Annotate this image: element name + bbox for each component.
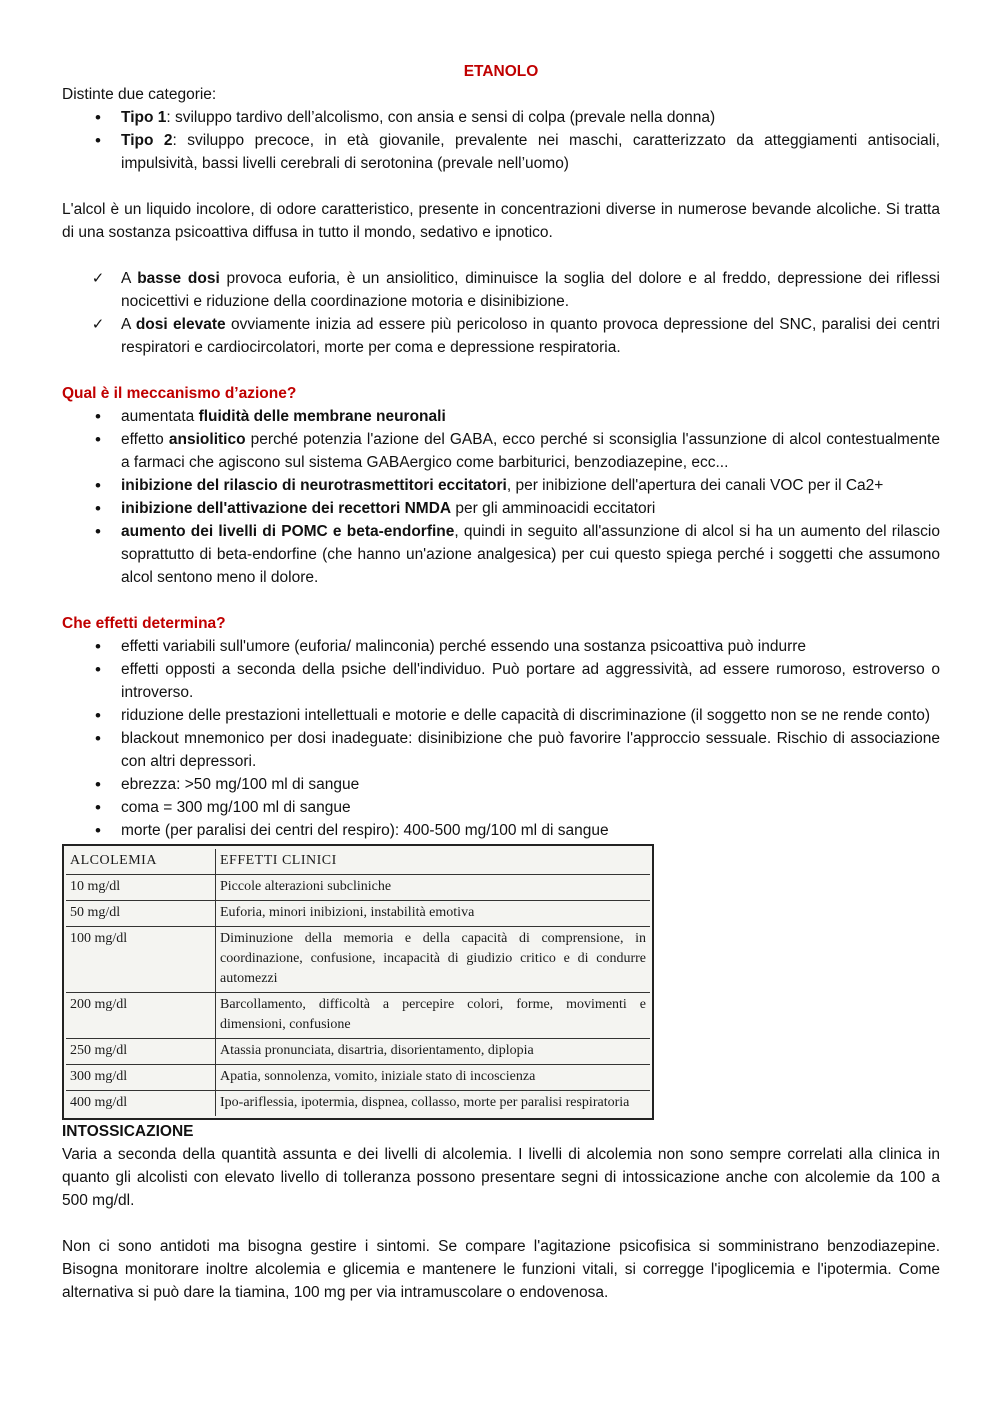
alcolemia-table-image [62,844,654,1120]
bullet-icon [88,773,108,797]
bullet-icon [88,428,108,452]
mechanism-heading: Qual è il meccanismo d’azione? [62,385,297,402]
bullet-icon [88,658,108,682]
list-item: • effetti opposti a seconda della psiche dell'individuo. Può portare ad aggressività, ad essere rumoroso, estroverso o introverso. [62,658,940,704]
list-item: • Tipo 2: sviluppo precoce, in età giovanile, prevalente nei maschi, caratterizzato da atteggiamenti antisociali, impulsività, bassi livelli cerebrali di serotonina (prevale nell’uomo) [62,129,940,175]
table-row [66,993,650,1039]
table-header-cell: ALCOLEMIA [66,849,216,875]
bullet-icon [88,474,108,498]
bullet-icon [88,704,108,728]
bullet-icon [88,497,108,521]
table-cell: Apatia, sonnolenza, vomito, iniziale stato di incoscienza [216,1065,651,1091]
table-header-cell: EFFETTI CLINICI [216,849,651,875]
table-cell: 250 mg/dl [66,1039,216,1065]
table-cell: Barcollamento, difficoltà a percepire colori, forme, movimenti e dimensioni, confusione [216,993,651,1039]
table-row [66,875,650,901]
list-item: • blackout mnemonico per dosi inadeguate: disinibizione che può favorire l'approccio sessuale. Rischio di associazione con altri depressori. [62,727,940,773]
table-cell: 50 mg/dl [66,901,216,927]
list-item: • ebrezza: >50 mg/100 ml di sangue [62,773,940,796]
list-item: • Tipo 1: sviluppo tardivo dell’alcolismo, con ansia e sensi di colpa (prevale nella donna) [62,106,940,129]
list-item: • aumento dei livelli di POMC e beta-endorfine, quindi in seguito all'assunzione di alcol si ha un aumento del rilascio soprattutto di beta-endorfine (che hanno un'azione analgesica) per cui questo spiega perché i soggetti che assumono alcol sentono meno il dolore. [62,520,940,589]
alcolemia-table [66,849,650,1116]
table-row [66,1091,650,1117]
intossicazione-heading: INTOSSICAZIONE [62,1123,194,1140]
bullet-icon [88,520,108,544]
table-row [66,1039,650,1065]
doses-list [62,267,940,359]
table-row [66,901,650,927]
types-list [62,106,940,175]
list-item: ✓ A basse dosi provoca euforia, è un ansiolitico, diminuisce la soglia del dolore e al freddo, depressione dei riflessi nocicettivi e riduzione della coordinazione motoria e disinibizione. [62,267,940,313]
table-cell: 400 mg/dl [66,1091,216,1117]
intossicazione-paragraph-1: Varia a seconda della quantità assunta e dei livelli di alcolemia. I livelli di alcolemia non sono sempre correlati alla clinica in quanto gli alcolisti con elevato livello di tolleranza possono presentare segni di intossicazione anche con alcolemie da 100 a 500 mg/dl. [62,1146,940,1209]
bullet-icon [88,727,108,751]
bullet-icon [88,819,108,843]
list-item: • aumentata fluidità delle membrane neuronali [62,405,940,428]
table-cell: Euforia, minori inibizioni, instabilità emotiva [216,901,651,927]
table-cell: 200 mg/dl [66,993,216,1039]
table-cell: Ipo-ariflessia, ipotermia, dispnea, collasso, morte per paralisi respiratoria [220,1095,630,1110]
table-row [66,1065,650,1091]
list-item: • coma = 300 mg/100 ml di sangue [62,796,940,819]
mechanism-list [62,405,940,589]
table-cell: Diminuzione della memoria e della capacità di comprensione, in coordinazione, confusione, incapacità di giudizio critico e di condurre automezzi [216,927,651,993]
alcohol-paragraph: L'alcol è un liquido incolore, di odore caratteristico, presente in concentrazioni diverse in numerose bevande alcoliche. Si tratta di una sostanza psicoattiva diffusa in tutto il mondo, sedativo e ipnotico. [62,201,940,241]
table-cell: 10 mg/dl [66,875,216,901]
checkmark-icon [88,313,108,336]
intossicazione-paragraph-2: Non ci sono antidoti ma bisogna gestire i sintomi. Se compare l'agitazione psicofisica si somministrano benzodiazepine. Bisogna monitorare inoltre alcolemia e glicemia e mantenere le funzioni vitali, si corregge l'ipoglicemia e l'ipotermia. Come alternativa si può dare la tiamina, 100 mg per via intramuscolare o endovenosa. [62,1238,940,1301]
effects-list [62,635,940,842]
bullet-icon [88,129,108,153]
list-item: • riduzione delle prestazioni intellettuali e motorie e delle capacità di discriminazione (il soggetto non se ne rende conto) [62,704,940,727]
list-item: • inibizione del rilascio di neurotrasmettitori eccitatori, per inibizione dell'apertura dei canali VOC per il Ca2+ [62,474,940,497]
document-page [62,60,940,1304]
table-cell: 100 mg/dl [66,927,216,993]
bullet-icon [88,635,108,659]
document-title: ETANOLO [463,63,539,80]
list-item: • inibizione dell'attivazione dei recettori NMDA per gli amminoacidi eccitatori [62,497,940,520]
bullet-icon [88,796,108,820]
checkmark-icon [88,267,108,290]
effects-heading: Che effetti determina? [62,615,226,632]
intro-text: Distinte due categorie: [62,86,217,103]
bullet-icon [88,405,108,429]
table-cell: Atassia pronunciata, disartria, disorientamento, diplopia [216,1039,651,1065]
table-cell: Piccole alterazioni subcliniche [216,875,651,901]
list-item: • effetto ansiolitico perché potenzia l'azione del GABA, ecco perché si sconsiglia l'assunzione di alcol contestualmente a farmaci che agiscono sul sistema GABAergico come barbiturici, benzodiazepine, ecc... [62,428,940,474]
list-item: • morte (per paralisi dei centri del respiro): 400-500 mg/100 ml di sangue [62,819,940,842]
table-row [66,927,650,993]
table-cell: 300 mg/dl [66,1065,216,1091]
bullet-icon [88,106,108,130]
list-item: • effetti variabili sull'umore (euforia/ malinconia) perché essendo una sostanza psicoattiva può indurre [62,635,940,658]
table-header-row [66,849,650,875]
list-item: ✓ A dosi elevate ovviamente inizia ad essere più pericoloso in quanto provoca depressione del SNC, paralisi dei centri respiratori e cardiocircolatori, morte per coma e depressione respiratoria. [62,313,940,359]
